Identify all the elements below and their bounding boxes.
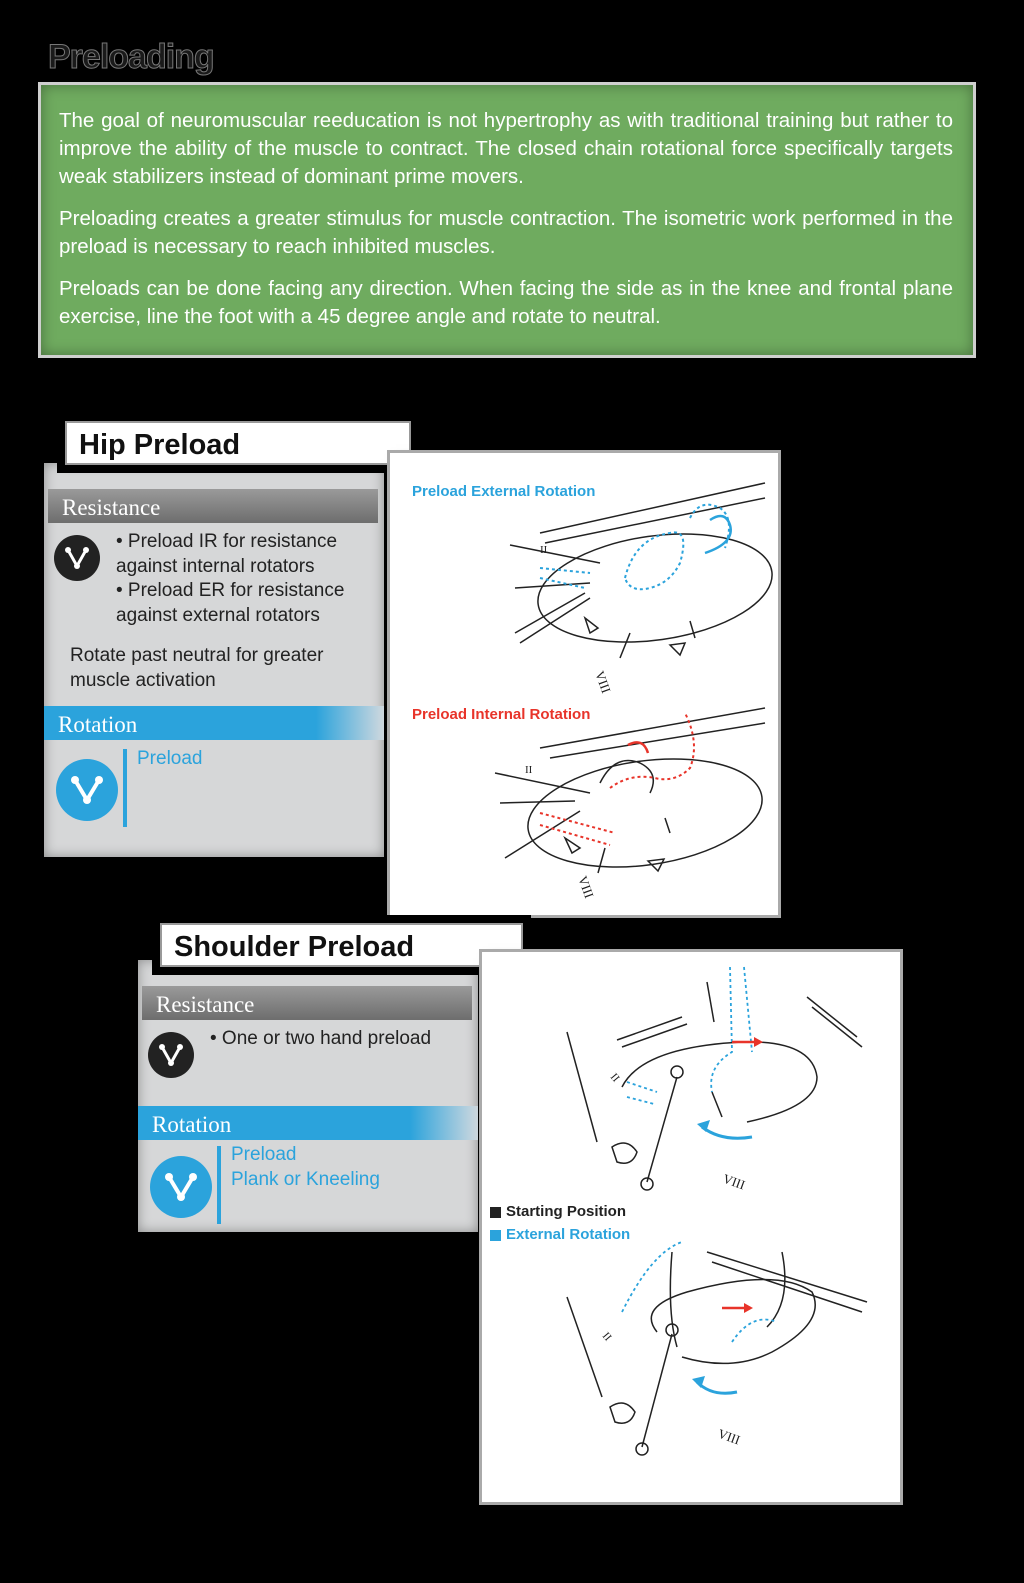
- hip-caption-external: Preload External Rotation: [412, 483, 596, 500]
- resistance-chevron-icon: [54, 535, 100, 581]
- shoulder-rotation-value-2: Plank or Kneeling: [231, 1169, 380, 1190]
- shoulder-title-tab: [152, 915, 531, 975]
- resistance-chevron-icon: [148, 1032, 194, 1078]
- shoulder-dial-label-small-bottom: II: [599, 1330, 614, 1344]
- shoulder-dial-label-top: VIII: [720, 1170, 748, 1193]
- legend-start-swatch: [490, 1207, 501, 1218]
- hip-dial-label-small-bottom: II: [525, 764, 533, 776]
- shoulder-dial-label-bottom: VIII: [715, 1425, 743, 1448]
- shoulder-figure: [482, 952, 900, 1502]
- hip-rotation-value: Preload: [137, 748, 203, 769]
- hip-rotation-bar: [123, 749, 127, 827]
- intro-box: [38, 82, 976, 358]
- intro-paragraph-3: Preloads can be done facing any direction. When facing the side as in the knee and frontal plane exercise, line the foot with a 45 degree angle and rotate to neutral.: [59, 277, 953, 328]
- hip-rotation-header: Rotation: [44, 706, 384, 740]
- shoulder-rotation-header: Rotation: [138, 1106, 478, 1140]
- legend-external-rotation: External Rotation: [506, 1226, 631, 1243]
- hip-note: Rotate past neutral for greater muscle activation: [70, 645, 324, 691]
- hip-bullet-ir: • Preload IR for resistance against internal rotators: [116, 531, 338, 577]
- intro-paragraph-2: Preloading creates a greater stimulus for muscle contraction. The isometric work performed in the preload is necessary to reach inhibited muscles.: [59, 207, 953, 258]
- shoulder-dial-label-small-top: II: [607, 1071, 622, 1085]
- hip-resistance-header: Resistance: [48, 489, 378, 523]
- shoulder-bullet: • One or two hand preload: [210, 1028, 432, 1049]
- hip-title-tab: [57, 413, 419, 473]
- hip-title: Hip Preload: [65, 421, 411, 465]
- shoulder-rotation-bar: [217, 1146, 221, 1224]
- hip-dial-label-small-top: II: [540, 544, 548, 556]
- hip-caption-internal: Preload Internal Rotation: [412, 706, 591, 723]
- shoulder-title: Shoulder Preload: [160, 923, 523, 967]
- hip-dial-label-bottom: VIII: [575, 873, 597, 901]
- hip-illustration: [390, 453, 778, 915]
- rotation-chevron-icon: [56, 759, 118, 821]
- shoulder-resistance-header: Resistance: [142, 986, 472, 1020]
- hip-figure: [390, 453, 778, 915]
- rotation-chevron-icon: [150, 1156, 212, 1218]
- legend-starting-position: Starting Position: [506, 1203, 626, 1220]
- legend-external-swatch: [490, 1230, 501, 1241]
- hip-bullet-er: • Preload ER for resistance against external rotators: [116, 580, 345, 626]
- hip-card: [44, 463, 384, 857]
- shoulder-card: [138, 960, 478, 1232]
- shoulder-rotation-value-1: Preload: [231, 1144, 297, 1165]
- page-title: Preloading: [48, 38, 214, 76]
- hip-dial-label-top: VIII: [592, 668, 614, 696]
- intro-paragraph-1: The goal of neuromuscular reeducation is not hypertrophy as with traditional training but rather to improve the ability of the muscle to contract. The closed chain rotational force specifically targets weak stabilizers instead of dominant prime movers.: [59, 109, 953, 188]
